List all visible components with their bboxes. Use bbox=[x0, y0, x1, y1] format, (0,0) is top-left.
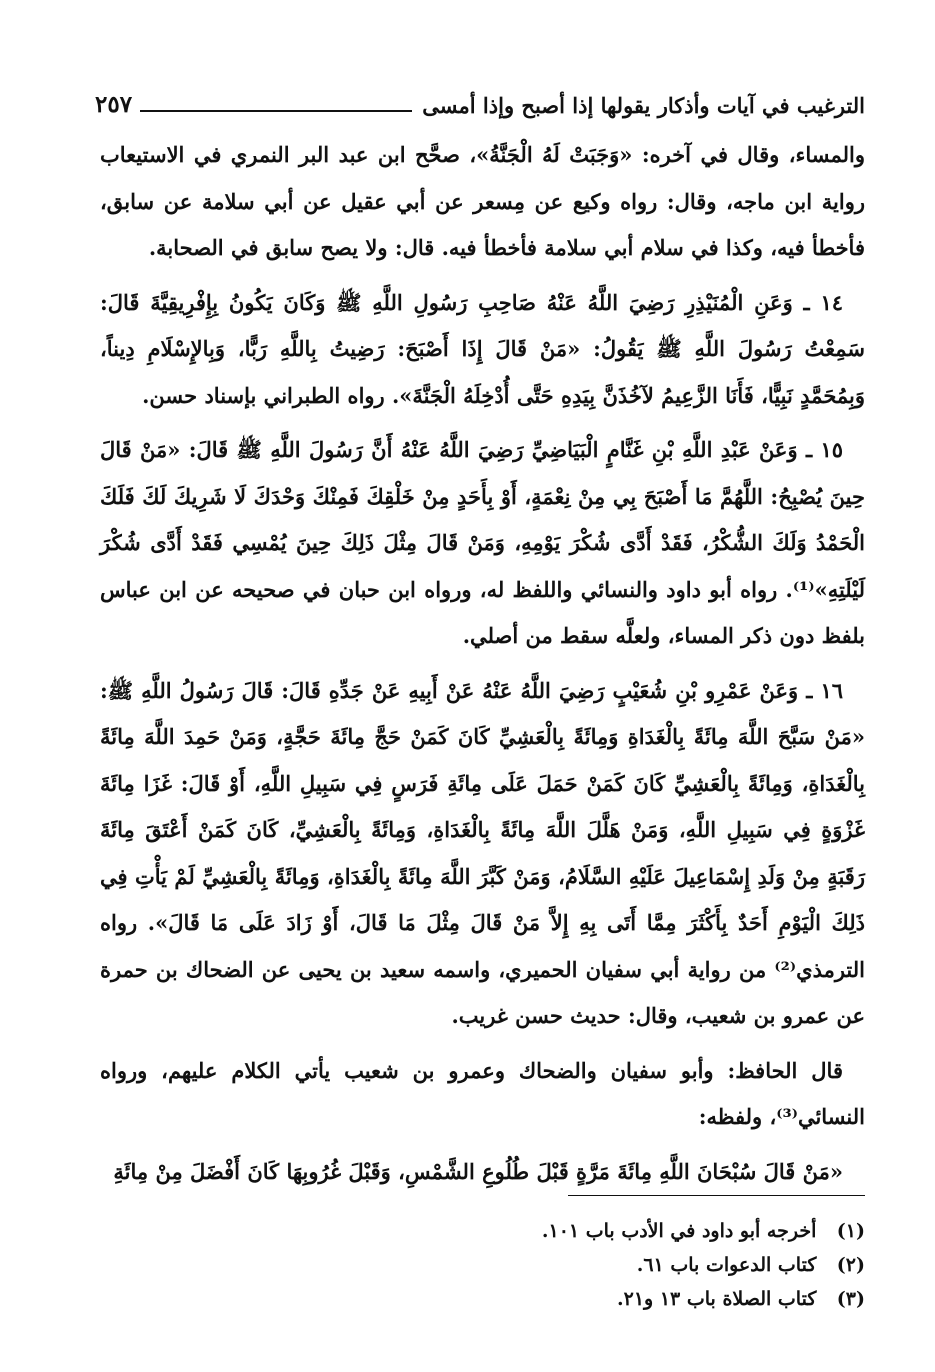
paragraph-continuation bbox=[100, 132, 865, 272]
footnote-text: أخرجه أبو داود في الأدب باب ١٠١. bbox=[541, 1220, 817, 1242]
hadith-14 bbox=[100, 280, 865, 420]
footnotes bbox=[300, 1214, 865, 1316]
page-number: ٢٥٧ bbox=[95, 91, 133, 118]
header-rule bbox=[140, 110, 412, 112]
page-header bbox=[95, 80, 865, 120]
paragraph-text: «مَنْ قَالَ سُبْحَانَ اللَّهِ مِائَةَ مَرَّةٍ قَبْلَ طُلُوعِ الشَّمْسِ، وَقَبْلَ غُرُوبِهَا كَانَ أَفْضَلَ مِنْ مِائَةِ bbox=[113, 1158, 843, 1184]
footnote-text: كتاب الصلاة باب ١٣ و٢١. bbox=[617, 1288, 817, 1310]
hadith-15 bbox=[100, 427, 865, 660]
hadith-16 bbox=[100, 668, 865, 1040]
footnote-1 bbox=[300, 1214, 865, 1248]
hafiz-comment bbox=[100, 1048, 865, 1141]
body-text bbox=[100, 132, 865, 1203]
paragraph-text: وَعَنْ عَبْدِ اللَّهِ بْنِ غَنَّامٍ الْبَيَاضِيِّ رَضِيَ اللَّهُ عَنْهُ أَنَّ رَسُولَ اللَّهِ ﷺ قَالَ: «مَنْ قَالَ حِينَ يُصْبِحُ: اللَّهُمَّ مَا أَصْبَحَ بِي مِنْ نِعْمَةٍ، أَوْ بِأَحَدٍ مِنْ خَلْقِكَ فَمِنْكَ وَحْدَكَ لَا شَرِيكَ لَكَ فَلَكَ الْحَمْدُ وَلَكَ الشُّكْرُ، فَقَدْ أَدَّى شُكْرَ يَوْمِهِ، وَمَنْ قَالَ مِثْلَ ذَلِكَ حِينَ يُمْسِي فَقَدْ أَدَّى شُكْرَ لَيْلَتِهِ»⁽¹⁾. رواه أبو داود والنسائي واللفظ له، ورواه ابن حبان في صحيحه عن ابن عباس بلفظ دون ذكر المساء، ولعلَّه سقط من أصلي. bbox=[100, 437, 865, 648]
hadith-number: ١٦ ـ bbox=[806, 677, 843, 703]
footnote-number: (١) bbox=[836, 1220, 865, 1242]
running-title: الترغيب في آيات وأذكار يقولها إذا أصبح وإذا أمسى bbox=[422, 93, 865, 118]
footnote-text: كتاب الدعوات باب ٦١. bbox=[636, 1254, 817, 1276]
footnote-number: (٣) bbox=[836, 1288, 865, 1310]
hadith-number: ١٥ ـ bbox=[805, 437, 843, 462]
footnote-divider bbox=[568, 1195, 865, 1196]
paragraph-text: والمساء، وقال في آخره: «وَجَبَتْ لَهُ الْجَنَّةُ»، صحَّح ابن عبد البر النمري في الاستيعاب رواية ابن ماجه، وقال: رواه وكيع عن مِسعر عن أبي عقيل عن أبي سلامة عن سابق، فأخطأ فيه، وكذا في سلام أبي سلامة فأخطأ فيه. قال: ولا يصح سابق في الصحابة. bbox=[100, 142, 865, 260]
nasai-wording bbox=[100, 1149, 865, 1196]
footnote-2 bbox=[300, 1248, 865, 1282]
footnote-number: (٢) bbox=[836, 1254, 865, 1276]
paragraph-text: وَعَنِ الْمُنَيْذِرِ رَضِيَ اللَّهُ عَنْهُ صَاحِبِ رَسُولِ اللَّهِ ﷺ وَكَانَ يَكُونُ بِإِفْرِيقِيَّةَ قَالَ: سَمِعْتُ رَسُولَ اللَّهِ ﷺ يَقُولُ: «مَنْ قَالَ إِذَا أَصْبَحَ: رَضِيتُ بِاللَّهِ رَبًّا، وَبِالإِسْلَامِ دِيناً، وَبِمُحَمَّدٍ نَبِيًّا، فَأَنَا الزَّعِيمُ لآخُذَنَّ بِيَدِهِ حَتَّى أُدْخِلَهُ الْجَنَّةَ». رواه الطبراني بإسناد حسن. bbox=[100, 289, 865, 408]
paragraph-text: قال الحافظ: وأبو سفيان والضحاك وعمرو بن شعيب يأتي الكلام عليهم، ورواه النسائي⁽³⁾، ولفظه: bbox=[100, 1057, 865, 1129]
hadith-number: ١٤ ـ bbox=[803, 289, 844, 315]
footnote-3 bbox=[300, 1282, 865, 1316]
paragraph-text: وَعَنْ عَمْرِو بْنِ شُعَيْبٍ رَضِيَ اللَّهُ عَنْهُ عَنْ أَبِيهِ عَنْ جَدِّهِ قَالَ: قَالَ رَسُولُ اللَّهِ ﷺ: «مَنْ سَبَّحَ اللَّهَ مِائَةً بِالْغَدَاةِ وَمِائَةً بِالْعَشِيِّ كَانَ كَمَنْ حَجَّ مِائَةَ حَجَّةٍ، وَمَنْ حَمِدَ اللَّهَ مِائَةً بِالْغَدَاةِ، وَمِائَةً بِالْعَشِيِّ كَانَ كَمَنْ حَمَلَ عَلَى مِائَةِ فَرَسٍ فِي سَبِيلِ اللَّهِ، أَوْ قَالَ: غَزَا مِائَةَ غَزْوَةٍ فِي سَبِيلِ اللَّهِ، وَمَنْ هَلَّلَ اللَّهَ مِائَةً بِالْغَدَاةِ، وَمِائَةً بِالْعَشِيِّ، كَانَ كَمَنْ أَعْتَقَ مِائَةَ رَقَبَةٍ مِنْ وَلَدِ إِسْمَاعِيلَ عَلَيْهِ السَّلَامُ، وَمَنْ كَبَّرَ اللَّهَ مِائَةً بِالْغَدَاةِ، وَمِائَةً بِالْعَشِيِّ لَمْ يَأْتِ فِي ذَلِكَ الْيَوْمِ أَحَدٌ بِأَكْثَرَ مِمَّا أَتَى بِهِ إِلاَّ مَنْ قَالَ مِثْلَ مَا قَالَ، أَوْ زَادَ عَلَى مَا قَالَ». رواه الترمذي⁽²⁾ من رواية أبي سفيان الحميري، واسمه سعيد بن يحيى عن الضحاك بن حمرة عن عمرو بن شعيب، وقال: حديث حسن غريب. bbox=[100, 677, 865, 1028]
